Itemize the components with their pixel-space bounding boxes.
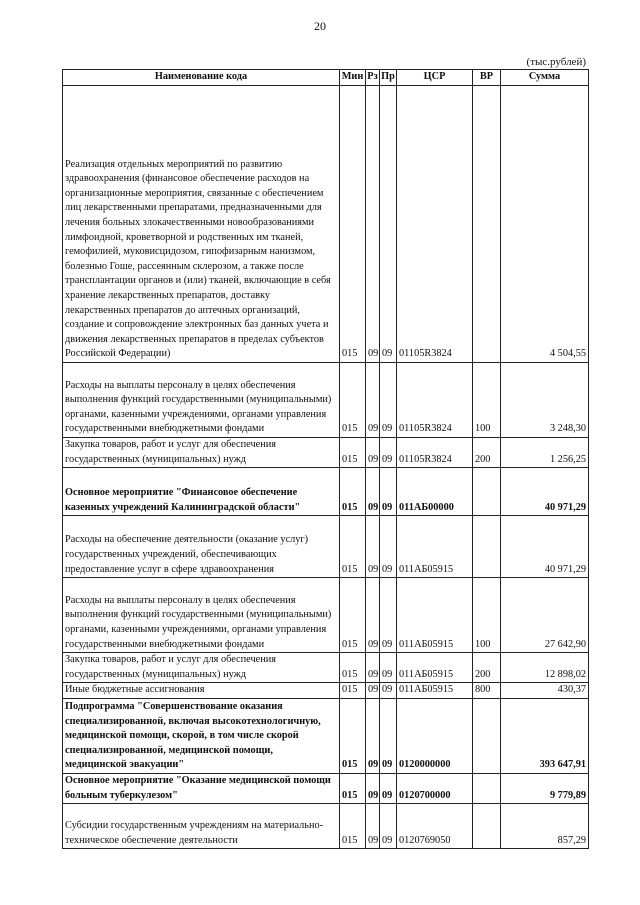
- header-csr: ЦСР: [397, 70, 473, 86]
- row-name: Реализация отдельных мероприятий по развитию здравоохранения (финансовое обеспечение расходов на организационные мероприятия, связанные с обеспечением лиц лекарственными препаратами, предназначенными для лечения больных злокачественными новообразованиями лимфоидной, кроветворной и родственных им тканей, гемофилией, муковисцидозом, гипофизарным нанизмом, болезнью Гоше, рассеянным склерозом, а также после трансплантации органов и (или) тканей, включающие в себя хранение лекарственных препаратов, доставку лекарственных препаратов до аптечных организаций, создание и сопровождение электронных баз данных учета и движения лекарственных препаратов в пределах субъектов Российской Федерации): [63, 86, 340, 363]
- row-csr: 01105R3824: [397, 438, 473, 468]
- page-number: 20: [314, 19, 326, 33]
- row-pr: 09: [380, 438, 397, 468]
- row-pr: 09: [380, 363, 397, 438]
- row-csr: 011АБ05915: [397, 578, 473, 653]
- row-vr: 800: [473, 683, 501, 699]
- row-sum: 4 504,55: [501, 86, 589, 363]
- row-pr: 09: [380, 773, 397, 803]
- row-name: Расходы на выплаты персоналу в целях обеспечения выполнения функций государственными (муниципальными) органами, казенными учреждениями, органами управления государственными внебюджетными фондами: [63, 363, 340, 438]
- row-pr: 09: [380, 653, 397, 683]
- row-sum: 857,29: [501, 804, 589, 849]
- table-row: [63, 804, 589, 849]
- row-sum: 27 642,90: [501, 578, 589, 653]
- row-csr: 01105R3824: [397, 86, 473, 363]
- table-row: [63, 698, 589, 773]
- row-name: Основное мероприятие "Оказание медицинской помощи больным туберкулезом": [63, 773, 340, 803]
- table-row: [63, 653, 589, 683]
- row-min: 015: [340, 363, 366, 438]
- row-pr: 09: [380, 86, 397, 363]
- budget-table: [62, 69, 589, 849]
- units-label: (тыс.рублей): [526, 56, 586, 68]
- row-vr: 100: [473, 578, 501, 653]
- row-rz: 09: [366, 516, 380, 578]
- row-min: 015: [340, 468, 366, 516]
- row-pr: 09: [380, 683, 397, 699]
- row-vr: 100: [473, 363, 501, 438]
- header-vr: ВР: [473, 70, 501, 86]
- header-pr: Пр: [380, 70, 397, 86]
- row-rz: 09: [366, 438, 380, 468]
- row-sum: 430,37: [501, 683, 589, 699]
- row-sum: 3 248,30: [501, 363, 589, 438]
- row-name: Расходы на обеспечение деятельности (оказание услуг) государственных учреждений, обеспечивающих предоставление услуг в сфере здравоохранения: [63, 516, 340, 578]
- table-header-row: [63, 70, 589, 86]
- table-row: [63, 468, 589, 516]
- row-sum: 40 971,29: [501, 516, 589, 578]
- row-csr: 01105R3824: [397, 363, 473, 438]
- row-min: 015: [340, 86, 366, 363]
- row-csr: 011АБ00000: [397, 468, 473, 516]
- row-rz: 09: [366, 468, 380, 516]
- row-name: Закупка товаров, работ и услуг для обеспечения государственных (муниципальных) нужд: [63, 653, 340, 683]
- row-sum: 9 779,89: [501, 773, 589, 803]
- row-rz: 09: [366, 773, 380, 803]
- row-rz: 09: [366, 86, 380, 363]
- row-name: Расходы на выплаты персоналу в целях обеспечения выполнения функций государственными (муниципальными) органами, казенными учреждениями, органами управления государственными внебюджетными фондами: [63, 578, 340, 653]
- row-sum: 393 647,91: [501, 698, 589, 773]
- row-name: Субсидии государственным учреждениям на материально-техническое обеспечение деятельности: [63, 804, 340, 849]
- row-sum: 1 256,25: [501, 438, 589, 468]
- row-name: Основное мероприятие "Финансовое обеспечение казенных учреждений Калининградской области": [63, 468, 340, 516]
- row-min: 015: [340, 698, 366, 773]
- table-row: [63, 516, 589, 578]
- header-min: Мин: [340, 70, 366, 86]
- row-min: 015: [340, 683, 366, 699]
- row-pr: 09: [380, 804, 397, 849]
- row-rz: 09: [366, 578, 380, 653]
- table-row: [63, 683, 589, 699]
- row-vr: [473, 804, 501, 849]
- row-sum: 40 971,29: [501, 468, 589, 516]
- row-rz: 09: [366, 804, 380, 849]
- row-csr: 011АБ05915: [397, 516, 473, 578]
- row-sum: 12 898,02: [501, 653, 589, 683]
- header-rz: Рз: [366, 70, 380, 86]
- row-vr: [473, 698, 501, 773]
- row-pr: 09: [380, 468, 397, 516]
- table-row: [63, 363, 589, 438]
- row-pr: 09: [380, 578, 397, 653]
- row-csr: 0120000000: [397, 698, 473, 773]
- row-csr: 0120769050: [397, 804, 473, 849]
- row-name: Иные бюджетные ассигнования: [63, 683, 340, 699]
- table-row: [63, 773, 589, 803]
- row-vr: [473, 468, 501, 516]
- row-min: 015: [340, 438, 366, 468]
- row-name: Подпрограмма "Совершенствование оказания специализированной, включая высокотехнологичную, медицинской помощи, скорой, в том числе скорой специализированной, медицинской помощи, медицинской эвакуации": [63, 698, 340, 773]
- row-vr: 200: [473, 438, 501, 468]
- row-rz: 09: [366, 363, 380, 438]
- row-name: Закупка товаров, работ и услуг для обеспечения государственных (муниципальных) нужд: [63, 438, 340, 468]
- row-min: 015: [340, 516, 366, 578]
- row-csr: 0120700000: [397, 773, 473, 803]
- row-vr: [473, 773, 501, 803]
- header-sum: Сумма: [501, 70, 589, 86]
- row-min: 015: [340, 578, 366, 653]
- row-vr: 200: [473, 653, 501, 683]
- table-row: [63, 86, 589, 363]
- header-name: Наименование кода: [63, 70, 340, 86]
- row-min: 015: [340, 773, 366, 803]
- table-row: [63, 578, 589, 653]
- row-csr: 011АБ05915: [397, 653, 473, 683]
- row-csr: 011АБ05915: [397, 683, 473, 699]
- row-min: 015: [340, 804, 366, 849]
- row-vr: [473, 86, 501, 363]
- row-rz: 09: [366, 653, 380, 683]
- table-row: [63, 438, 589, 468]
- row-pr: 09: [380, 516, 397, 578]
- row-vr: [473, 516, 501, 578]
- row-min: 015: [340, 653, 366, 683]
- row-rz: 09: [366, 683, 380, 699]
- row-pr: 09: [380, 698, 397, 773]
- row-rz: 09: [366, 698, 380, 773]
